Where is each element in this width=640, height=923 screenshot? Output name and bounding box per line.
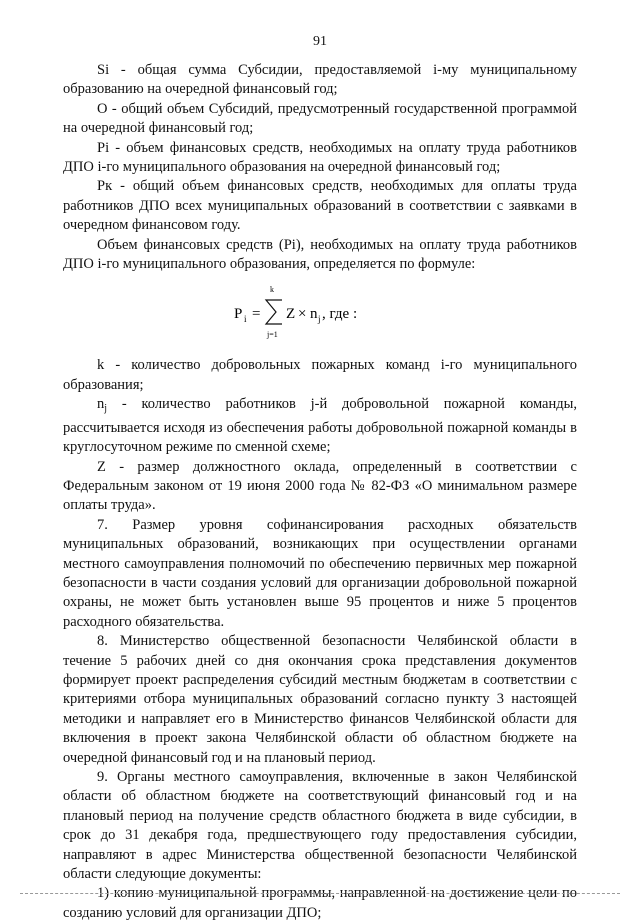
definition-nj xyxy=(63,395,577,457)
formula-sum-upper: k xyxy=(270,285,274,295)
paragraph-7: 7. Размер уровня софинансирования расходных обязательств муниципальных образований, возникающих при осуществлении органами местного самоуправления полномочий по обеспечению первичных мер пожарной безопасности в части создания условий для организации добровольной пожарной охраны, не может быть установлен выше 95 процентов и ниже 5 процентов расходного обязательства. xyxy=(63,516,577,630)
page-number: 91 xyxy=(313,34,327,49)
definition-k: k - количество добровольных пожарных команд i-го муниципального образования; xyxy=(63,357,577,393)
formula-n-sub: j xyxy=(318,314,321,325)
formula-times: × xyxy=(298,306,307,323)
formula-svg xyxy=(230,282,410,344)
formula-lhs: P xyxy=(234,306,243,323)
formula-block xyxy=(63,282,577,344)
nj-symbol: n xyxy=(97,396,105,413)
formula-sum-lower: j=1 xyxy=(267,330,278,340)
definition-pk: Рк - общий объем финансовых средств, необходимых для оплаты труда работников ДПО всех муниципальных образований в соответствии с заявками в очередном финансовом году. xyxy=(63,178,577,234)
formula-tail: , где : xyxy=(322,306,358,323)
paragraph-9-item-1: 1) копию муниципальной программы, направленной на достижение цели по созданию условий для организации ДПО; xyxy=(63,885,577,921)
formula-intro: Объем финансовых средств (Pi), необходимых на оплату труда работников ДПО i-го муниципального образования, определяется по формуле: xyxy=(63,236,577,273)
summation-icon xyxy=(266,300,282,324)
formula-n: n xyxy=(310,306,318,323)
nj-subscript: j xyxy=(104,403,108,415)
formula-lhs-sub: i xyxy=(244,314,247,325)
nj-text: - количество работников j-й добровольной пожарной команды, рассчитывается исходя из обеспечения работы добровольной пожарной команды в круглосуточном режиме по сменной схеме; xyxy=(63,396,577,456)
definition-si: Si - общая сумма Субсидии, предоставляемой i-му муниципальному образованию на очередной финансовый год; xyxy=(63,62,577,98)
formula-equals: = xyxy=(252,306,261,323)
paragraph-8: 8. Министерство общественной безопасности Челябинской области в течение 5 рабочих дней со дня окончания срока представления документов формирует проект распределения субсидий местным бюджетам в соответствии с критериями отбора муниципальных образований согласно пункту 3 настоящей методики и направляет его в Министерство финансов Челябинской области для включения в проект закона Челябинской области об областном бюджете на очередной финансовый год и на плановый период. xyxy=(63,633,577,766)
formula-z: Z xyxy=(286,306,296,323)
document-body xyxy=(63,61,577,923)
definition-pi: Pi - объем финансовых средств, необходимых на оплату труда работников ДПО i-го муниципального образования на очередной финансовый год; xyxy=(63,139,577,176)
definition-o: О - общий объем Субсидий, предусмотренный государственной программой на очередной финансовый год; xyxy=(63,100,577,137)
paragraph-9: 9. Органы местного самоуправления, включенные в закон Челябинской области об областном бюджете на соответствующий финансовый год и на плановый период на получение средств областного бюджета в виде субсидии, в срок до 31 декабря года, предшествующего году предоставления субсидии, направляют в адрес Министерства общественной безопасности Челябинской области следующие документы: xyxy=(63,769,577,883)
definition-z: Z - размер должностного оклада, определенный в соответствии с Федеральным законом от 19 июня 2000 года № 82-ФЗ «О минимальном размере оплаты труда». xyxy=(63,458,577,514)
bottom-divider xyxy=(20,893,620,894)
